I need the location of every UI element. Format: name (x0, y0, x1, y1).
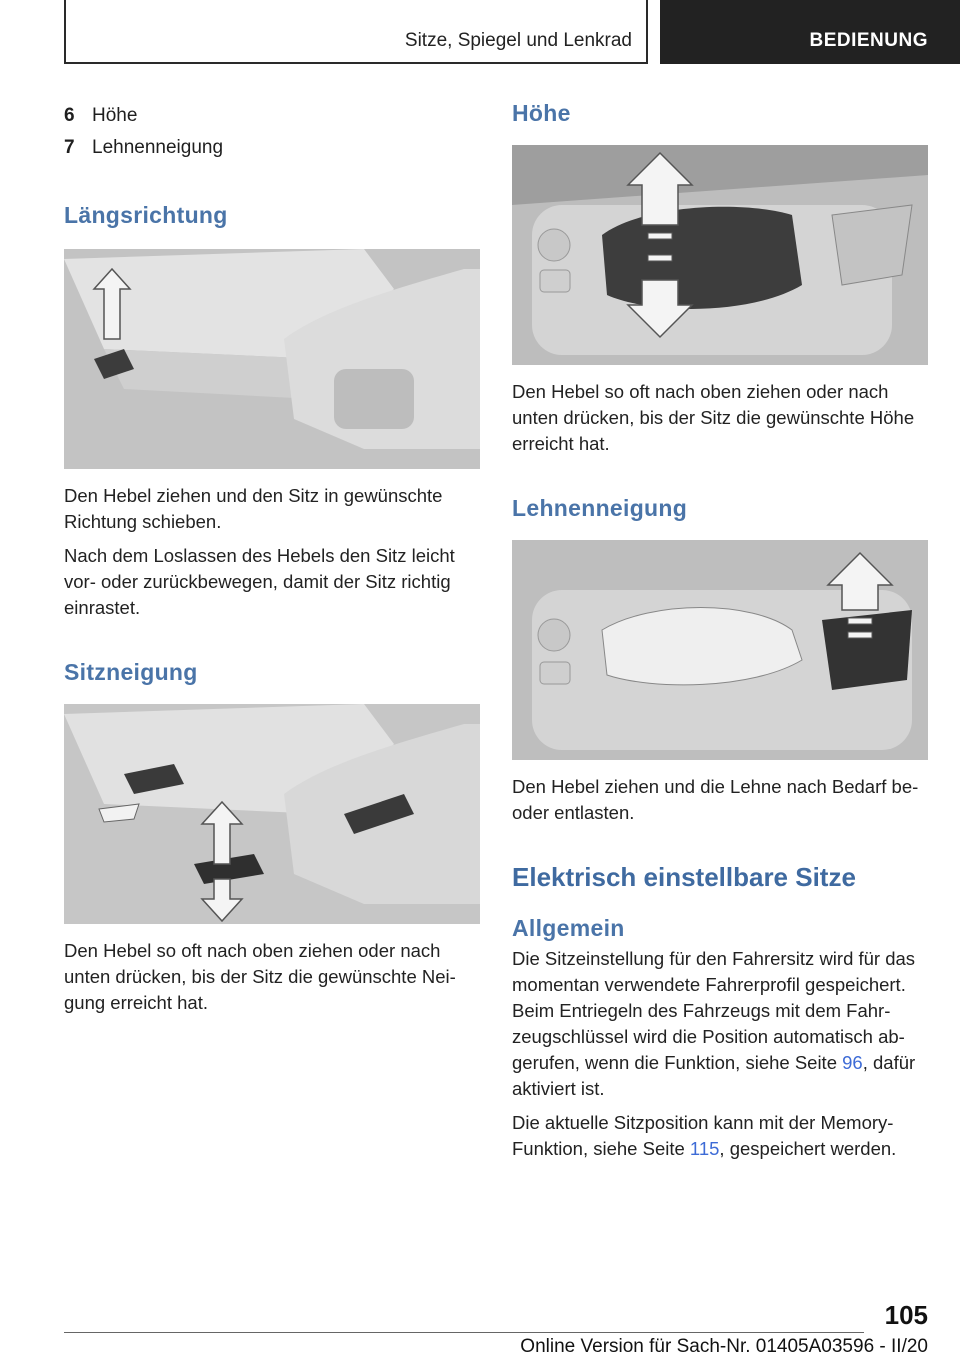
figure-hoehe (512, 145, 928, 365)
footer-divider (64, 1332, 864, 1333)
list-item (64, 100, 480, 132)
text: , dafür aktiviert ist. (512, 1052, 916, 1099)
figure-lehnenneigung (512, 540, 928, 760)
paragraph: Den Hebel ziehen und den Sitz in gewünschte Richtung schieben. (64, 485, 443, 532)
paragraph: Den Hebel so oft nach oben ziehen oder nach unten drücken, bis der Sitz die gewünschte Nei‐gung erreicht hat. (64, 940, 456, 1013)
paragraph: Den Hebel ziehen und die Lehne nach Bedarf be‐ oder entlasten. (512, 776, 919, 823)
heading-hoehe: Höhe (512, 100, 571, 126)
heading-allgemein: Allgemein (512, 915, 625, 941)
heading-elektrisch: Elektrisch einstellbare Sitze (512, 862, 856, 892)
heading-sitzneigung: Sitzneigung (64, 659, 198, 685)
lever-illustration (512, 145, 928, 365)
heading-laengsrichtung: Längsrichtung (64, 202, 228, 228)
page-link-115[interactable]: 115 (689, 1138, 720, 1159)
text: Die Sitzeinstellung für den Fahrersitz wird für das momentan verwendete Fahrerprofil gespeichert. Beim Entriegeln des Fahrzeugs mit dem Fahr‐zeugschlüssel wird die Position automatisch ab‐gerufen, wenn die Funktion, siehe Seite (512, 948, 916, 1073)
header-chapter-box (64, 0, 648, 64)
paragraph: Den Hebel so oft nach oben ziehen oder nach unten drücken, bis der Sitz die gewünschte Höhe erreicht hat. (512, 381, 915, 454)
text: Die aktuelle Sitzposition kann mit der Memory-Funktion, siehe Seite (512, 1112, 894, 1159)
figure-sitzneigung (64, 704, 480, 924)
left-column (64, 100, 480, 1016)
right-column (512, 100, 928, 1162)
paragraph: Nach dem Loslassen des Hebels den Sitz leicht vor- oder zurückbewegen, damit der Sitz richtig einrastet. (64, 545, 455, 618)
heading-lehnenneigung: Lehnenneigung (512, 495, 688, 521)
paragraph-allgemein (512, 946, 928, 1102)
header-section-box (660, 0, 960, 64)
text: , gespeichert werden. (719, 1138, 897, 1159)
section-title: BEDIENUNG (809, 30, 928, 51)
paragraph-memory (512, 1110, 928, 1162)
page-number: 105 (884, 1300, 928, 1330)
list-label: Lehnenneigung (92, 137, 224, 158)
chapter-title: Sitze, Spiegel und Lenkrad (404, 30, 632, 51)
seat-illustration (64, 249, 480, 469)
page-link-96[interactable]: 96 (842, 1052, 863, 1073)
list-label: Höhe (92, 105, 138, 126)
list-number: 7 (64, 137, 75, 158)
figure-laengsrichtung (64, 249, 480, 469)
list-item (64, 132, 480, 164)
seat-illustration (64, 704, 480, 924)
footer-text: Online Version für Sach-Nr. 01405A03596 - II/20 (520, 1336, 928, 1357)
lever-illustration (512, 540, 928, 760)
list-number: 6 (64, 105, 75, 126)
